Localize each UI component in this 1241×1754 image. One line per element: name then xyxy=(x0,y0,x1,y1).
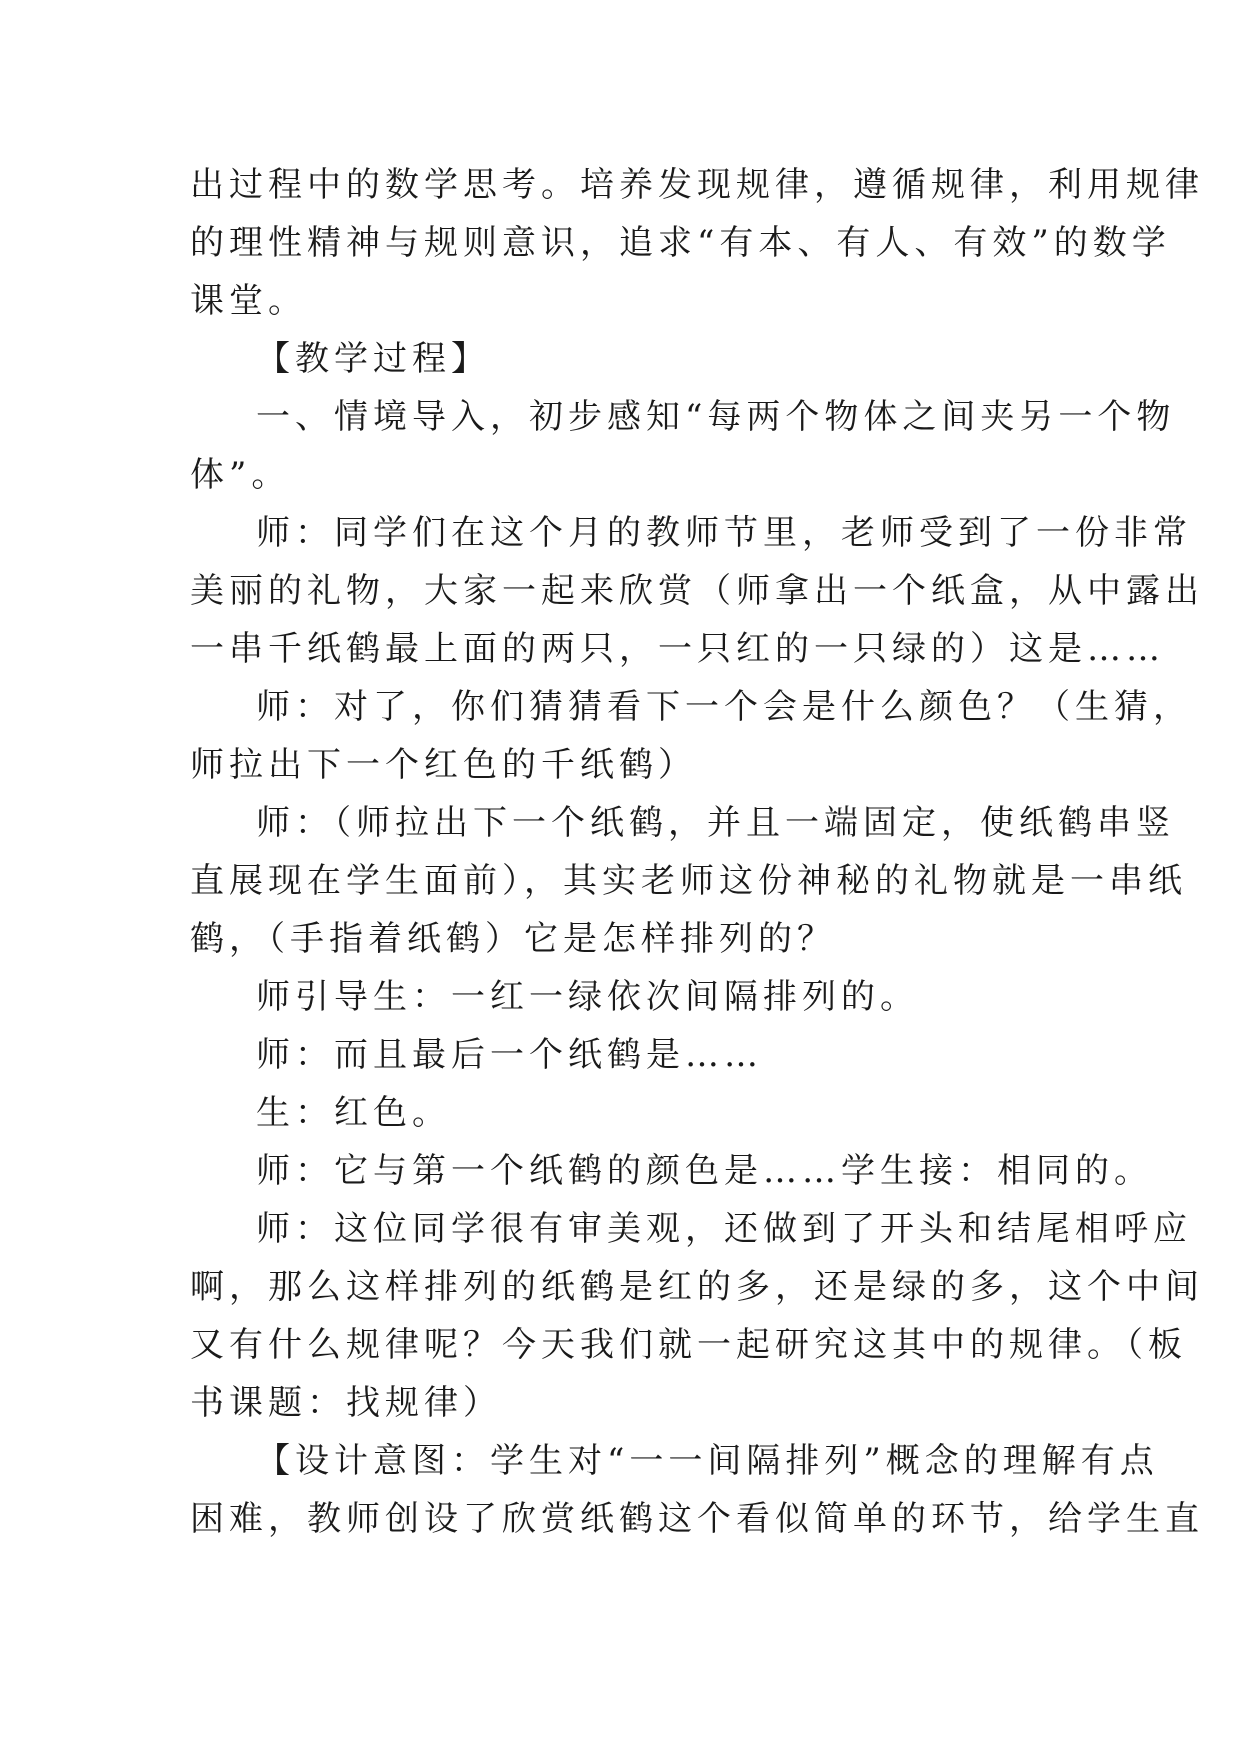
text-line: 师：对了，你们猜猜看下一个会是什么颜色？（生猜， xyxy=(256,687,1192,727)
text-line: 课堂。 xyxy=(190,281,307,321)
text-line: 美丽的礼物，大家一起来欣赏（师拿出一个纸盒，从中露出 xyxy=(190,571,1204,611)
text-line: 直展现在学生面前），其实老师这份神秘的礼物就是一串纸 xyxy=(190,861,1187,901)
design-intent-line: 【设计意图：学生对“一一间隔排列”概念的理解有点 xyxy=(256,1441,1159,1481)
text-line: 师：而且最后一个纸鹤是…… xyxy=(256,1035,763,1075)
text-line: 一串千纸鹤最上面的两只，一只红的一只绿的）这是…… xyxy=(190,629,1165,669)
text-line: 师引导生：一红一绿依次间隔排列的。 xyxy=(256,977,919,1017)
text-line: 师：它与第一个纸鹤的颜色是……学生接：相同的。 xyxy=(256,1151,1153,1191)
text-line: 鹤，（手指着纸鹤）它是怎样排列的？ xyxy=(190,919,836,959)
text-line: 师：（师拉出下一个纸鹤，并且一端固定，使纸鹤串竖 xyxy=(256,803,1175,843)
section-heading: 【教学过程】 xyxy=(256,339,490,379)
text-line: 出过程中的数学思考。培养发现规律，遵循规律，利用规律 xyxy=(190,165,1204,205)
text-line: 师：这位同学很有审美观，还做到了开头和结尾相呼应 xyxy=(256,1209,1192,1249)
text-line: 师：同学们在这个月的教师节里，老师受到了一份非常 xyxy=(256,513,1192,553)
text-line: 一、情境导入，初步感知“每两个物体之间夹另一个物 xyxy=(256,397,1176,437)
text-line: 啊，那么这样排列的纸鹤是红的多，还是绿的多，这个中间 xyxy=(190,1267,1204,1307)
text-line: 书课题：找规律） xyxy=(190,1383,502,1423)
text-line: 体”。 xyxy=(190,455,291,495)
text-line: 生：红色。 xyxy=(256,1093,451,1133)
text-line: 又有什么规律呢？今天我们就一起研究这其中的规律。（板 xyxy=(190,1325,1187,1365)
text-line: 的理性精神与规则意识，追求“有本、有人、有效”的数学 xyxy=(190,223,1171,263)
text-line: 师拉出下一个红色的千纸鹤） xyxy=(190,745,697,785)
text-line: 困难，教师创设了欣赏纸鹤这个看似简单的环节，给学生直 xyxy=(190,1499,1204,1539)
